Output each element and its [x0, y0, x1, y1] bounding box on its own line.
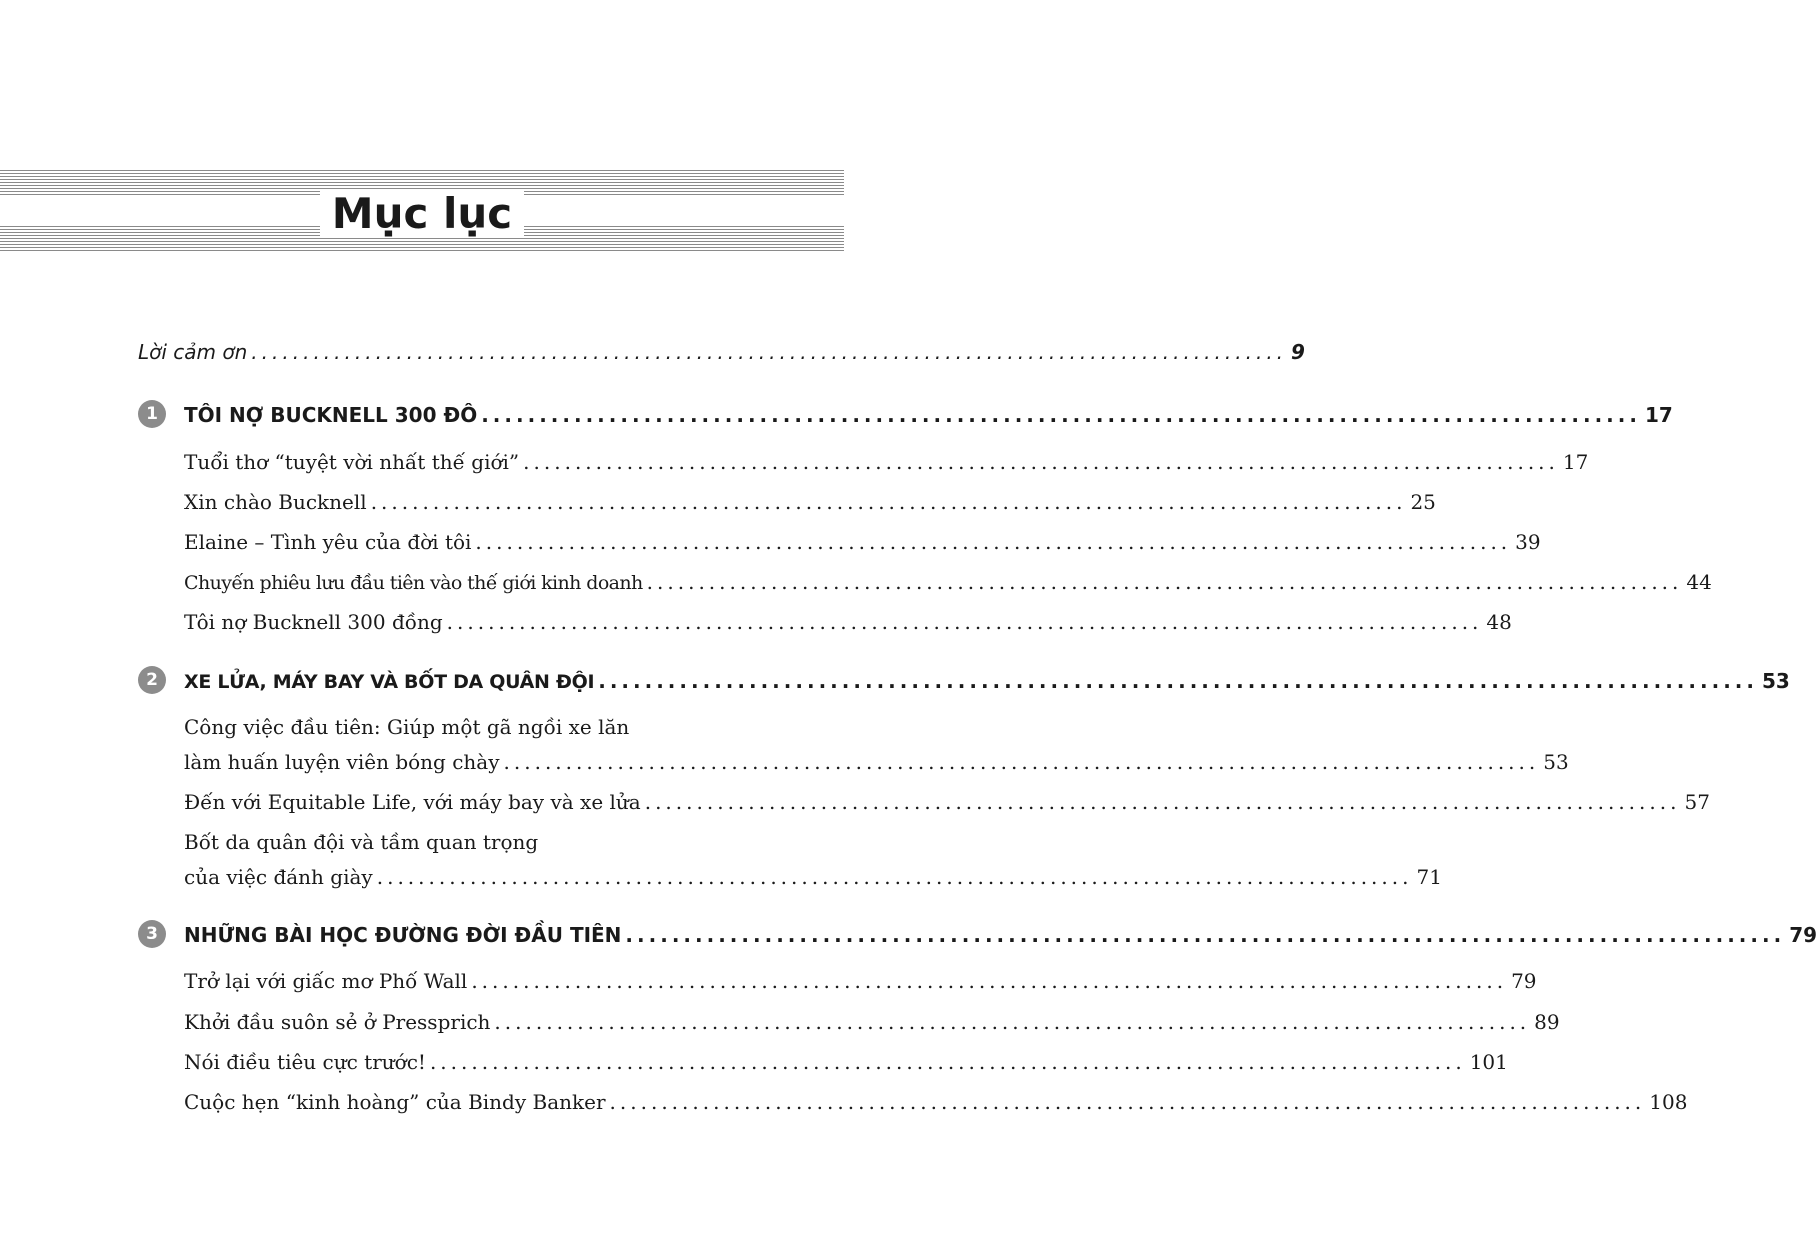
toc-entry: [184, 567, 1712, 597]
toc-entry-title: Elaine – Tình yêu của đời tôi: [184, 530, 472, 554]
toc-entry-page: 53: [1543, 750, 1569, 774]
toc-entry-title: Khởi đầu suôn sẻ ở Pressprich: [184, 1010, 491, 1034]
toc-entry-title: của việc đánh giày: [184, 865, 373, 889]
chapter-title: XE LỬA, MÁY BAY VÀ BỐT DA QUÂN ĐỘI: [184, 671, 595, 693]
chapter-title: NHỮNG BÀI HỌC ĐƯỜNG ĐỜI ĐẦU TIÊN: [184, 923, 622, 947]
leader-dots: ....................................................................................................: [598, 669, 1758, 693]
toc-entry: [184, 1087, 1688, 1117]
chapter-number-badge: 2: [138, 666, 166, 694]
chapter-number-badge: 3: [138, 920, 166, 948]
toc-entry-title: Xin chào Bucknell: [184, 490, 367, 514]
leader-dots: ....................................................................................................: [625, 923, 1786, 947]
leader-dots: ....................................................................................................: [503, 750, 1540, 774]
toc-entry: [184, 1047, 1508, 1077]
toc-entry: [184, 607, 1512, 637]
leader-dots: ....................................................................................................: [481, 403, 1641, 427]
chapter-heading: [184, 666, 1790, 696]
toc-entry-title: Chuyến phiêu lưu đầu tiên vào thế giới kinh doanh: [184, 572, 643, 594]
toc-entry-page: 44: [1686, 570, 1712, 594]
toc-entry-title-line1: Công việc đầu tiên: Giúp một gã ngồi xe lăn: [184, 715, 630, 739]
leader-dots: ....................................................................................................: [471, 969, 1508, 993]
toc-entry-title: Tuổi thơ “tuyệt vời nhất thế giới”: [184, 450, 520, 474]
leader-dots: ....................................................................................................: [609, 1090, 1646, 1114]
toc-entry-title: Tôi nợ Bucknell 300 đồng: [184, 610, 443, 634]
leader-dots: ....................................................................................................: [429, 1050, 1466, 1074]
toc-entry: [184, 966, 1537, 996]
toc-entry-title-line1: Bốt da quân đội và tầm quan trọng: [184, 830, 539, 854]
toc-entry: [184, 862, 1442, 892]
toc-entry-page: 39: [1515, 530, 1541, 554]
chapter-page: 17: [1644, 403, 1673, 427]
leader-dots: ....................................................................................................: [251, 340, 1288, 364]
leader-dots: ....................................................................................................: [475, 530, 1512, 554]
toc-entry-title: Đến với Equitable Life, với máy bay và xe lửa: [184, 790, 641, 814]
toc-entry-title: Cuộc hẹn “kinh hoàng” của Bindy Banker: [184, 1090, 606, 1114]
toc-entry-title: Trở lại với giấc mơ Phố Wall: [184, 969, 468, 993]
chapter-number-badge: 1: [138, 400, 166, 428]
toc-entry: [184, 447, 1589, 477]
chapter-page: 79: [1789, 923, 1817, 947]
toc-entry: [184, 787, 1710, 817]
leader-dots: ....................................................................................................: [646, 570, 1683, 594]
toc-entry-page: 17: [1562, 450, 1589, 474]
toc-entry: [184, 747, 1569, 777]
chapter-heading: [184, 920, 1817, 950]
toc-entry-title: làm huấn luyện viên bóng chày: [184, 750, 500, 774]
toc-entry-title: Nói điều tiêu cực trước!: [184, 1050, 426, 1074]
page-title: Mục lục: [0, 186, 844, 242]
leader-dots: ....................................................................................................: [644, 790, 1681, 814]
leader-dots: ....................................................................................................: [376, 865, 1413, 889]
toc-entry: [184, 487, 1436, 517]
toc-entry: [184, 1007, 1560, 1037]
toc-entry-page: 71: [1416, 865, 1442, 889]
toc-entry-page: 79: [1511, 969, 1537, 993]
chapter-title: TÔI NỢ BUCKNELL 300 ĐÔ: [184, 403, 478, 427]
toc-entry-page: 25: [1410, 490, 1436, 514]
chapter-heading: [184, 400, 1673, 430]
leader-dots: ....................................................................................................: [446, 610, 1483, 634]
toc-entry-page: 57: [1684, 790, 1710, 814]
toc-entry-page: 101: [1469, 1050, 1508, 1074]
toc-entry-page: 9: [1291, 340, 1305, 364]
leader-dots: ....................................................................................................: [494, 1010, 1531, 1034]
toc-entry-page: 108: [1649, 1090, 1688, 1114]
toc-entry-page: 89: [1534, 1010, 1560, 1034]
leader-dots: ....................................................................................................: [523, 450, 1559, 474]
chapter-page: 53: [1761, 669, 1790, 693]
toc-entry-page: 48: [1486, 610, 1512, 634]
toc-entry: [184, 527, 1541, 557]
toc-entry-acknowledgements: [138, 337, 1305, 367]
toc-entry-title: Lời cảm ơn: [138, 340, 248, 364]
leader-dots: ....................................................................................................: [370, 490, 1407, 514]
